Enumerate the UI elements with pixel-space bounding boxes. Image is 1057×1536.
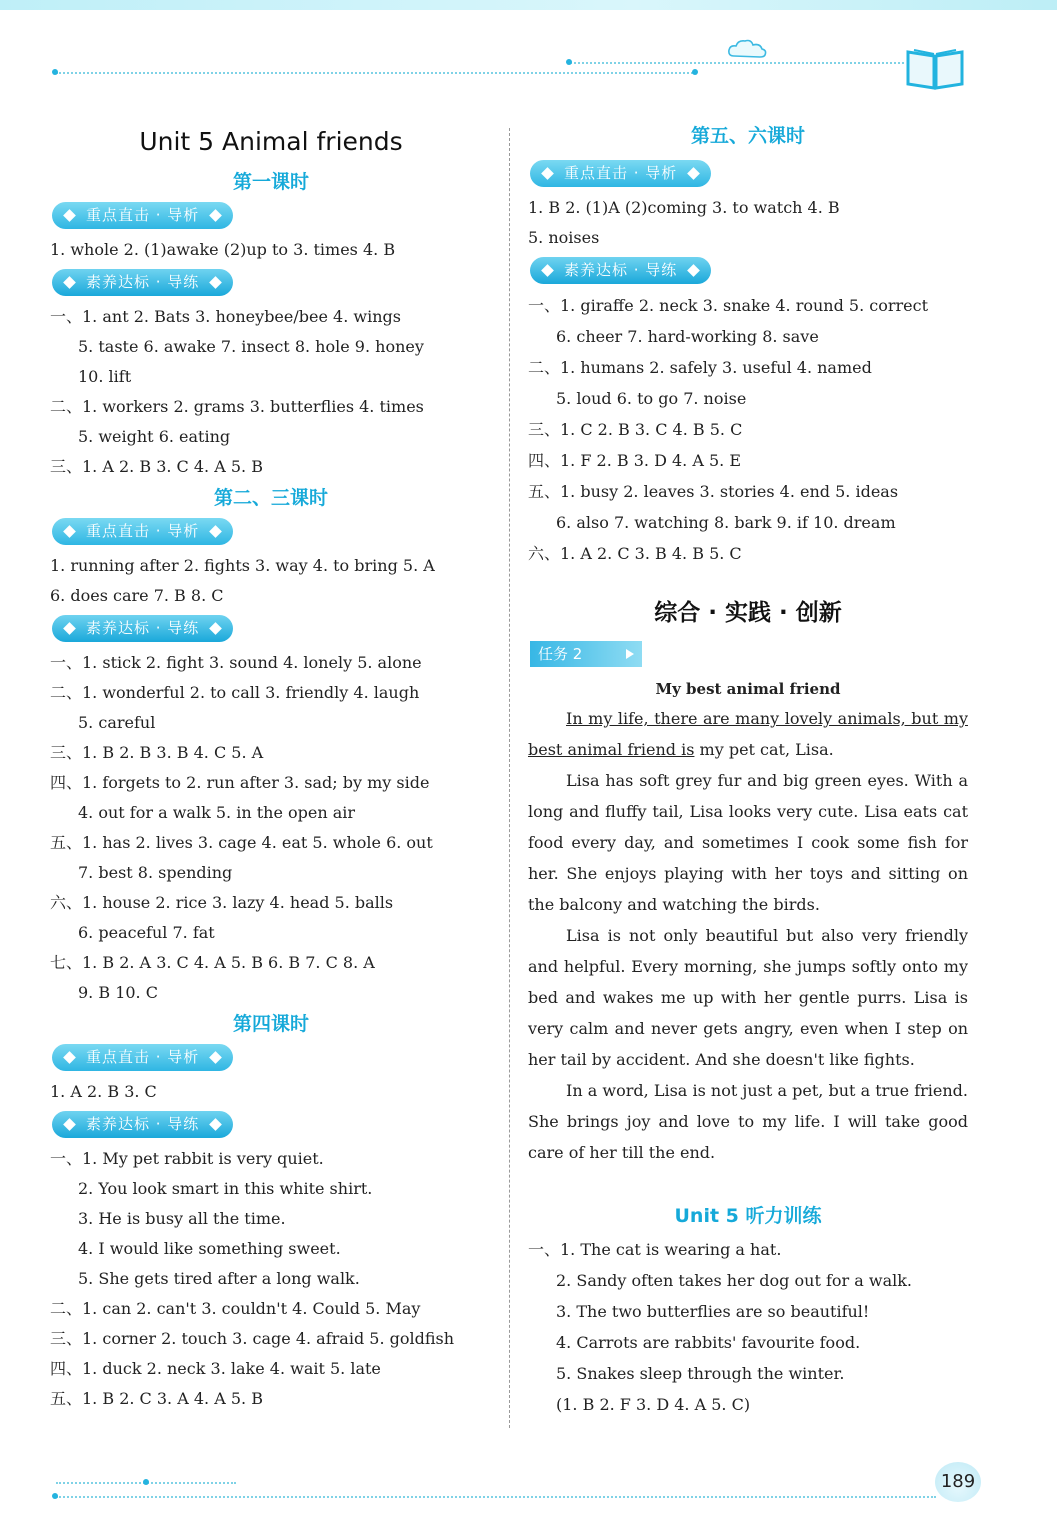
answer-line: 3. The two butterflies are so beautiful! <box>556 1302 870 1321</box>
answer-line: 六、1. house 2. rice 3. lazy 4. head 5. balls <box>50 893 394 912</box>
pill-label: 重点直击 · 导析 <box>564 164 678 182</box>
essay-paragraph: In a word, Lisa is not just a pet, but a true friend. She brings joy and love to my life. I will take good care of her till the end. <box>528 1081 968 1162</box>
essay-title: My best animal friend <box>655 680 841 698</box>
right-column <box>528 118 968 1420</box>
answer-line: 二、1. humans 2. safely 3. useful 4. named <box>528 358 872 377</box>
footer-dot <box>143 1479 149 1485</box>
underlined-text: best animal friend is <box>528 740 695 759</box>
practice-title: 综合 · 实践 · 创新 <box>654 600 842 626</box>
diamond-icon <box>541 167 554 180</box>
section-pill <box>52 1111 233 1138</box>
diamond-icon <box>209 1051 222 1064</box>
essay-paragraph: Lisa is not only beautiful but also very friendly and helpful. Every morning, she jumps softly onto my bed and wakes me up with her gentle purrs. Lisa is very calm and never gets angry, even when I step on her tail by accident. And she doesn't like fights. <box>528 926 968 1069</box>
answer-line: 9. B 10. C <box>78 983 158 1002</box>
lesson-title: 第五、六课时 <box>690 125 805 147</box>
section-pill <box>530 160 711 187</box>
answer-line: 三、1. C 2. B 3. C 4. B 5. C <box>528 420 743 439</box>
answer-line: (1. B 2. F 3. D 4. A 5. C) <box>556 1395 751 1414</box>
answer-line: 一、1. ant 2. Bats 3. honeybee/bee 4. wings <box>50 307 401 326</box>
diamond-icon <box>209 276 222 289</box>
answer-line: 三、1. corner 2. touch 3. cage 4. afraid 5. goldfish <box>50 1329 455 1348</box>
pill-label: 重点直击 · 导析 <box>86 1048 200 1066</box>
column-separator <box>509 128 510 1428</box>
diamond-icon <box>63 276 76 289</box>
section-pill <box>52 1044 233 1071</box>
lesson-title: 第二、三课时 <box>213 487 328 509</box>
footer-dot <box>52 1493 58 1499</box>
answer-line: 三、1. A 2. B 3. C 4. A 5. B <box>50 457 263 476</box>
answer-line: 二、1. can 2. can't 3. couldn't 4. Could 5. May <box>50 1299 421 1318</box>
diamond-icon <box>209 1118 222 1131</box>
answer-line: 2. Sandy often takes her dog out for a walk. <box>556 1271 913 1290</box>
answer-line: 一、1. giraffe 2. neck 3. snake 4. round 5. correct <box>528 296 929 315</box>
pill-label: 素养达标 · 导练 <box>564 261 678 279</box>
listening-title: Unit 5 听力训练 <box>674 1205 822 1227</box>
lesson-title: 第一课时 <box>232 171 309 193</box>
answer-line: 1. whole 2. (1)awake (2)up to 3. times 4. B <box>50 240 396 259</box>
top-color-band <box>0 0 1057 10</box>
answer-line: 5. noises <box>528 228 600 247</box>
answer-line: 二、1. wonderful 2. to call 3. friendly 4. laugh <box>50 683 420 702</box>
answer-line: 3. He is busy all the time. <box>78 1209 286 1228</box>
underlined-text: In my life, there are many lovely animals, but my <box>566 709 968 728</box>
answer-line: 一、1. My pet rabbit is very quiet. <box>50 1149 324 1168</box>
answer-line: 1. B 2. (1)A (2)coming 3. to watch 4. B <box>528 198 840 217</box>
answer-line: 1. A 2. B 3. C <box>50 1082 157 1101</box>
header-dot <box>52 69 58 75</box>
answer-line: 10. lift <box>78 367 132 386</box>
section-pill <box>52 518 233 545</box>
diamond-icon <box>63 1118 76 1131</box>
answer-line: 6. peaceful 7. fat <box>78 923 215 942</box>
footer-dotted-line <box>56 1496 936 1498</box>
answer-line: 一、1. stick 2. fight 3. sound 4. lonely 5. alone <box>50 653 422 672</box>
pill-label: 重点直击 · 导析 <box>86 522 200 540</box>
answer-line: 四、1. duck 2. neck 3. lake 4. wait 5. late <box>50 1359 381 1378</box>
answer-line: 5. careful <box>78 713 156 732</box>
answer-line: 四、1. F 2. B 3. D 4. A 5. E <box>528 451 742 470</box>
book-icon <box>904 46 966 90</box>
section-pill <box>52 202 233 229</box>
diamond-icon <box>209 622 222 635</box>
pill-label: 素养达标 · 导练 <box>86 1115 200 1133</box>
answer-line: 4. out for a walk 5. in the open air <box>78 803 356 822</box>
pill-label: 重点直击 · 导析 <box>86 206 200 224</box>
task-label <box>530 641 642 667</box>
page-number: 189 <box>935 1462 981 1502</box>
diamond-icon <box>687 167 700 180</box>
answer-line: 7. best 8. spending <box>78 863 233 882</box>
answer-line: 七、1. B 2. A 3. C 4. A 5. B 6. B 7. C 8. A <box>50 953 375 972</box>
header-dotted-line-right <box>570 62 904 64</box>
section-pill <box>530 257 711 284</box>
unit-title: Unit 5 Animal friends <box>139 127 403 156</box>
answer-line: 四、1. forgets to 2. run after 3. sad; by my side <box>50 773 430 792</box>
diamond-icon <box>63 525 76 538</box>
header-dotted-line-left <box>56 72 696 74</box>
answer-line: 五、1. B 2. C 3. A 4. A 5. B <box>50 1389 263 1408</box>
answer-line: 6. cheer 7. hard-working 8. save <box>556 327 819 346</box>
pill-label: 素养达标 · 导练 <box>86 273 200 291</box>
answer-line: 5. loud 6. to go 7. noise <box>556 389 747 408</box>
section-pill <box>52 269 233 296</box>
answer-line: 五、1. busy 2. leaves 3. stories 4. end 5. ideas <box>528 482 899 501</box>
left-column <box>50 118 492 1414</box>
answer-line: 五、1. has 2. lives 3. cage 4. eat 5. whole 6. out <box>50 833 433 852</box>
diamond-icon <box>687 264 700 277</box>
answer-line: 6. also 7. watching 8. bark 9. if 10. dream <box>556 513 896 532</box>
answer-line: 5. Snakes sleep through the winter. <box>556 1364 845 1383</box>
answer-line: 2. You look smart in this white shirt. <box>78 1179 373 1198</box>
section-pill <box>52 615 233 642</box>
paragraph-text: my pet cat, Lisa. <box>694 740 834 759</box>
diamond-icon <box>63 1051 76 1064</box>
diamond-icon <box>541 264 554 277</box>
header-dot <box>692 69 698 75</box>
answer-line: 6. does care 7. B 8. C <box>50 586 224 605</box>
answer-line: 六、1. A 2. C 3. B 4. B 5. C <box>528 544 742 563</box>
answer-line: 三、1. B 2. B 3. B 4. C 5. A <box>50 743 264 762</box>
diamond-icon <box>63 622 76 635</box>
answer-line: 一、1. The cat is wearing a hat. <box>528 1240 782 1259</box>
answer-line: 5. taste 6. awake 7. insect 8. hole 9. honey <box>78 337 424 356</box>
answer-line: 5. She gets tired after a long walk. <box>78 1269 360 1288</box>
answer-line: 1. running after 2. fights 3. way 4. to bring 5. A <box>50 556 435 575</box>
pill-label: 素养达标 · 导练 <box>86 619 200 637</box>
answer-line: 4. I would like something sweet. <box>78 1239 341 1258</box>
essay-paragraph: Lisa has soft grey fur and big green eyes. With a long and fluffy tail, Lisa looks very cute. Lisa eats cat food every day, and sometimes I cook some fish for her. She enjoys playing with her toys and sitting on the balcony and watching the birds. <box>528 771 968 914</box>
task-label-text: 任务 2 <box>538 645 583 663</box>
diamond-icon <box>209 209 222 222</box>
diamond-icon <box>63 209 76 222</box>
cloud-icon <box>726 38 768 60</box>
answer-line: 二、1. workers 2. grams 3. butterflies 4. times <box>50 397 424 416</box>
diamond-icon <box>209 525 222 538</box>
header-dot <box>566 59 572 65</box>
answer-line: 5. weight 6. eating <box>78 427 231 446</box>
essay-paragraph <box>528 703 968 765</box>
answer-line: 4. Carrots are rabbits' favourite food. <box>556 1333 861 1352</box>
lesson-title: 第四课时 <box>232 1013 309 1035</box>
play-arrow-icon <box>626 649 634 659</box>
